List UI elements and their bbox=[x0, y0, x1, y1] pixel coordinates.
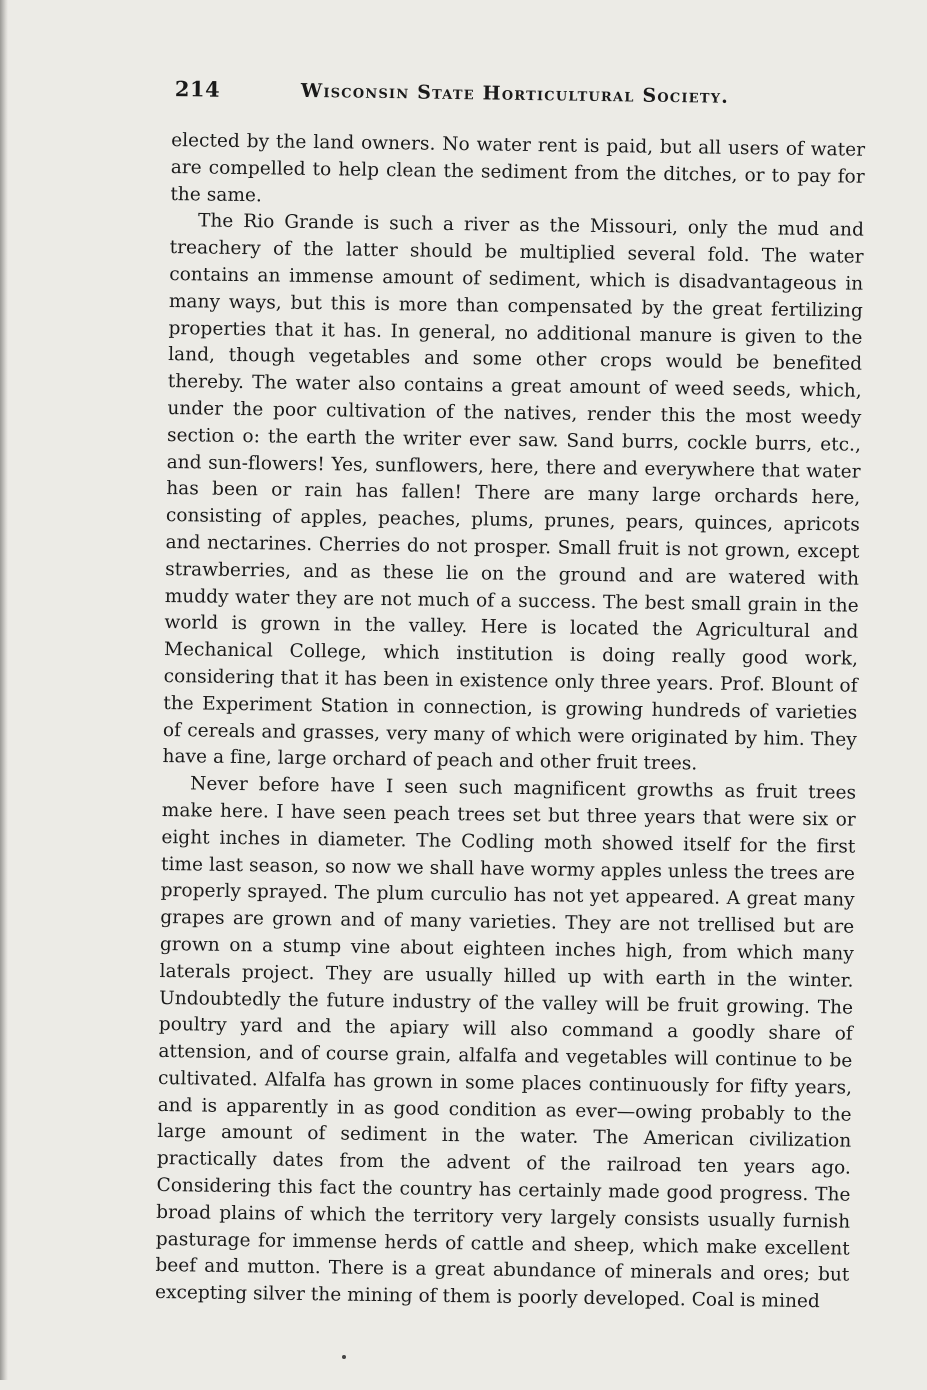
scan-speck bbox=[342, 1355, 346, 1359]
paragraph-fruit-growth: Never before have I seen such magnificent growths as fruit trees make here. I have seen peach trees set but three years that were six or eight inches in diameter. The Codling moth showed itself for the first time last season, so now we shall have wormy apples unless the trees are properly sprayed. The plum curculio has not yet appeared. A great many grapes are grown and of many varieties. They are not trellised but are grown on a stump vine about eighteen inches high, from which many laterals project. They are usually hilled up with earth in the winter. Undoubtedly the future industry of the valley will be fruit growing. The poultry yard and the apiary will also command a goodly share of attension, and of course grain, alfalfa and vegetables will continue to be cultivated. Alfalfa has grown in some places continuously for fifty years, and is apparently in as good condition as ever—owing probably to the large amount of sediment in the water. The American civilization practically dates from the advent of the railroad ten years ago. Considering this fact the country has certainly made good progress. The broad plains of which the territory very largely consists usually furnish pasturage for immense herds of cattle and sheep, which make excellent beef and mutton. There is a great abundance of minerals and ores; but excepting silver the mining of them is poorly developed. Coal is mined bbox=[154, 773, 857, 1313]
paragraph-continued: elected by the land owners. No water rent is paid, but all users of water are compelled to help clean the sediment from the ditches, or to pay for the same. bbox=[170, 130, 866, 206]
page-header bbox=[175, 76, 775, 114]
body-text bbox=[155, 128, 865, 1317]
page-number: 214 bbox=[174, 76, 221, 102]
running-title: Wisconsin State Horticultural Society. bbox=[300, 79, 730, 108]
paragraph-rio-grande: The Rio Grande is such a river as the Missouri, only the mud and treachery of the latter should be multiplied several fold. The water contains an immense amount of sediment, which is disadvantageous in many ways, but this is more than compensated by the great fertilizing properties that it has. In general, no additional manure is given to the land, though vegetables and some other crops would be benefited thereby. The water also contains a great amount of weed seeds, which, under the poor cultivation of the natives, render this the most weedy section o: the earth the writer ever saw. Sand burrs, cockle burrs, etc., and sun-flowers! Yes, sunflowers, here, there and everywhere that water has been or rain has fallen! There are many large orchards here, consisting of apples, peaches, plums, prunes, pears, quinces, apricots and nectarines. Cherries do not prosper. Small fruit is not grown, except strawberries, and as these lie on the ground and are watered with muddy water they are not much of a success. The best small grain in the world is grown in the valley. Here is located the Agricultural and Mechanical College, which institution is doing really good work, considering that it has been in existence only three years. Prof. Blount of the Experiment Station in connection, is growing hundreds of varieties of cereals and grasses, very many of which were originated by him. They have a fine, large orchard of peach and other fruit trees. bbox=[162, 210, 865, 775]
